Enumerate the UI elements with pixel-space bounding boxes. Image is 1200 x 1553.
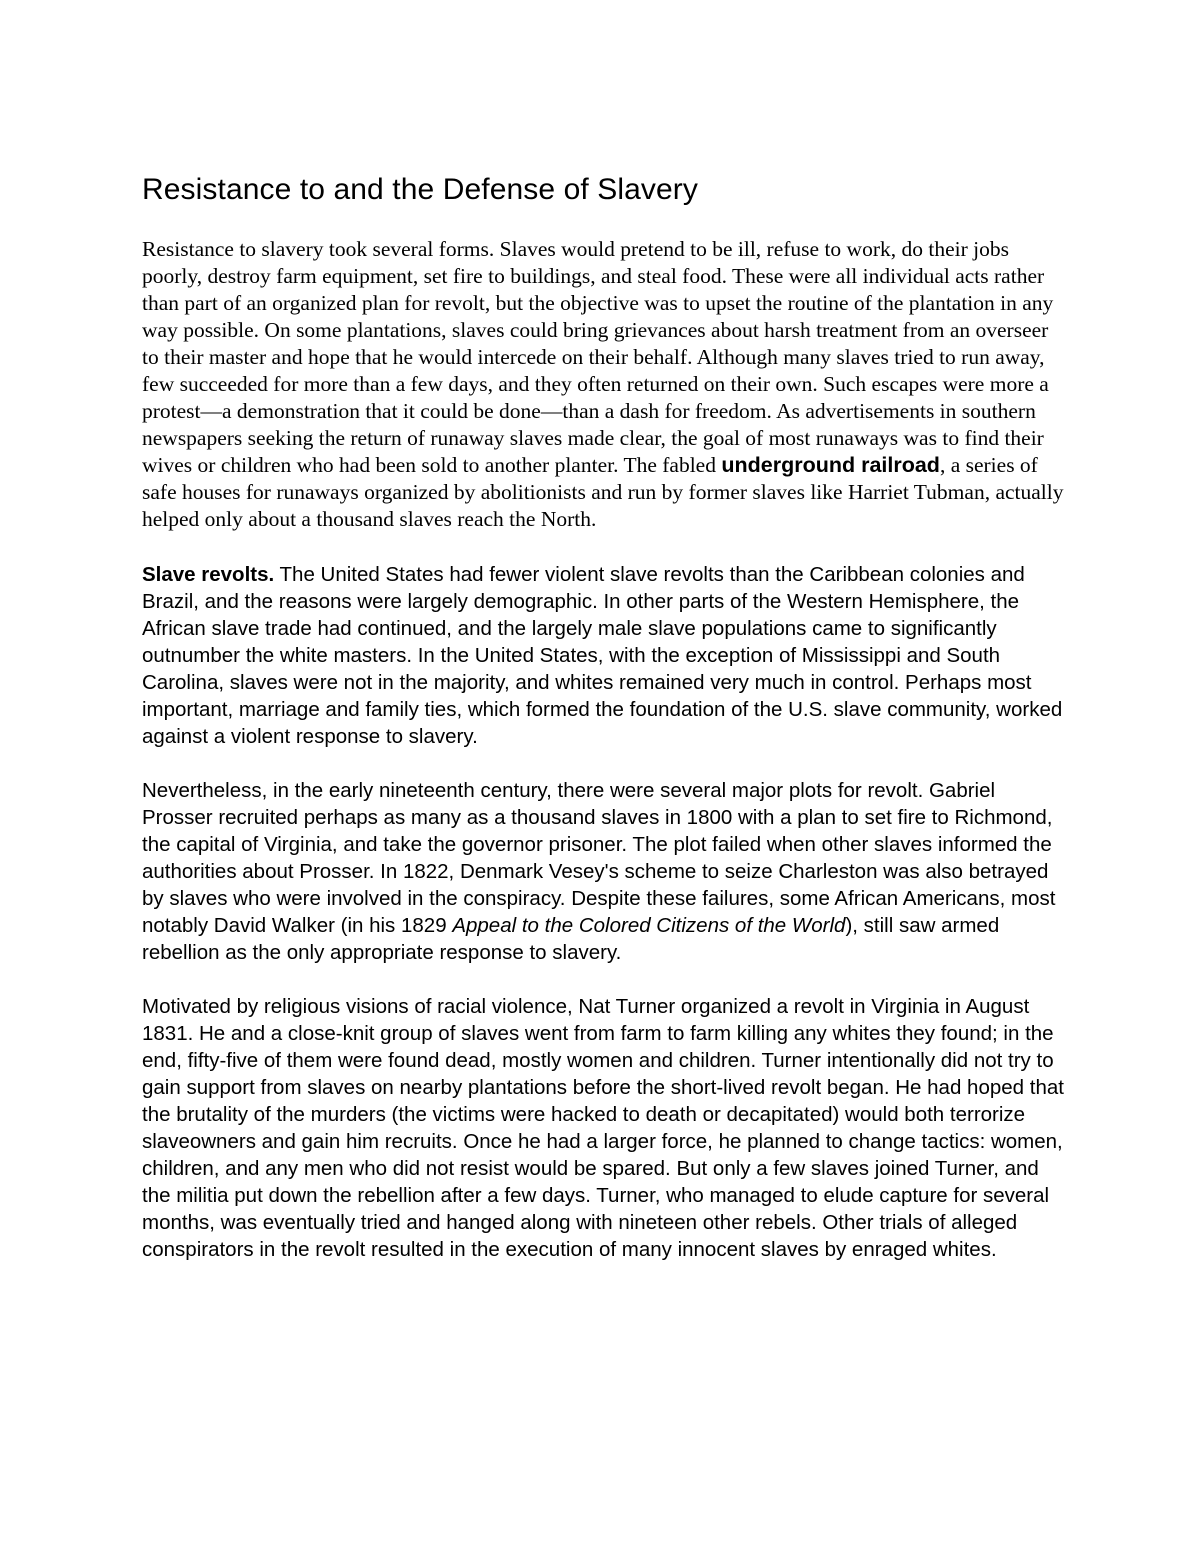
document-body: [142, 170, 1064, 1290]
paragraph-resistance-text-start: Resistance to slavery took several forms. Slaves would pretend to be ill, refuse to work, do their jobs poorly, destroy farm equipment, set fire to buildings, and steal food. These were all individual acts rather than part of an organized plan for revolt, but the objective was to upset the routine of the plantation in any way possible. On some plantations, slaves could bring grievances about harsh treatment from an overseer to their master and hope that he would intercede on their behalf. Although many slaves tried to run away, few succeeded for more than a few days, and they often returned on their own. Such escapes were more a protest—a demonstration that it could be done—than a dash for freedom. As advertisements in southern newspapers seeking the return of runaway slaves made clear, the goal of most runaways was to find their wives or children who had been sold to another planter. The fabled: [142, 237, 1054, 477]
paragraph-major-plots-text-end: ), still saw armed rebellion as the only appropriate response to slavery.: [142, 914, 1000, 964]
key-term-underground-railroad: underground railroad: [721, 453, 940, 477]
paragraph-resistance-text-end: , a series of safe houses for runaways organized by abolitionists and run by former slaves like Harriet Tubman, actually helped only about a thousand slaves reach the North.: [142, 453, 1064, 531]
paragraph-major-plots: [142, 777, 1064, 966]
paragraph-slave-revolts-text: The United States had fewer violent slave revolts than the Caribbean colonies and Brazil, and the reasons were largely demographic. In other parts of the Western Hemisphere, the African slave trade had continued, and the largely male slave populations came to significantly outnumber the white masters. In the United States, with the exception of Mississippi and South Carolina, slaves were not in the majority, and whites remained very much in control. Perhaps most important, marriage and family ties, which formed the foundation of the U.S. slave community, worked against a violent response to slavery.: [142, 563, 1063, 748]
paragraph-nat-turner: Motivated by religious visions of racial violence, Nat Turner organized a revolt in Virginia in August 1831. He and a close-knit group of slaves went from farm to farm killing any whites they found; in the end, fifty-five of them were found dead, mostly women and children. Turner intentionally did not try to gain support from slaves on nearby plantations before the short-lived revolt began. He had hoped that the brutality of the murders (the victims were hacked to death or decapitated) would both terrorize slaveowners and gain him recruits. Once he had a larger force, he planned to change tactics: women, children, and any men who did not resist would be spared. But only a few slaves joined Turner, and the militia put down the rebellion after a few days. Turner, who managed to elude capture for several months, was eventually tried and hanged along with nineteen other rebels. Other trials of alleged conspirators in the revolt resulted in the execution of many innocent slaves by enraged whites.: [142, 995, 1064, 1261]
work-title-appeal: Appeal to the Colored Citizens of the World: [452, 914, 846, 937]
paragraph-major-plots-text-start: Nevertheless, in the early nineteenth century, there were several major plots for revolt. Gabriel Prosser recruited perhaps as many as a thousand slaves in 1800 with a plan to set fire to Richmond, the capital of Virginia, and take the governor prisoner. The plot failed when other slaves informed the authorities about Prosser. In 1822, Denmark Vesey's scheme to seize Charleston was also betrayed by slaves who were involved in the conspiracy. Despite these failures, some African Americans, most notably David Walker (in his 1829: [142, 779, 1056, 937]
paragraph-slave-revolts: [142, 561, 1064, 750]
section-heading-slave-revolts: Slave revolts.: [142, 563, 275, 586]
paragraph-resistance: [142, 236, 1064, 533]
document-title: Resistance to and the Defense of Slavery: [142, 173, 698, 206]
